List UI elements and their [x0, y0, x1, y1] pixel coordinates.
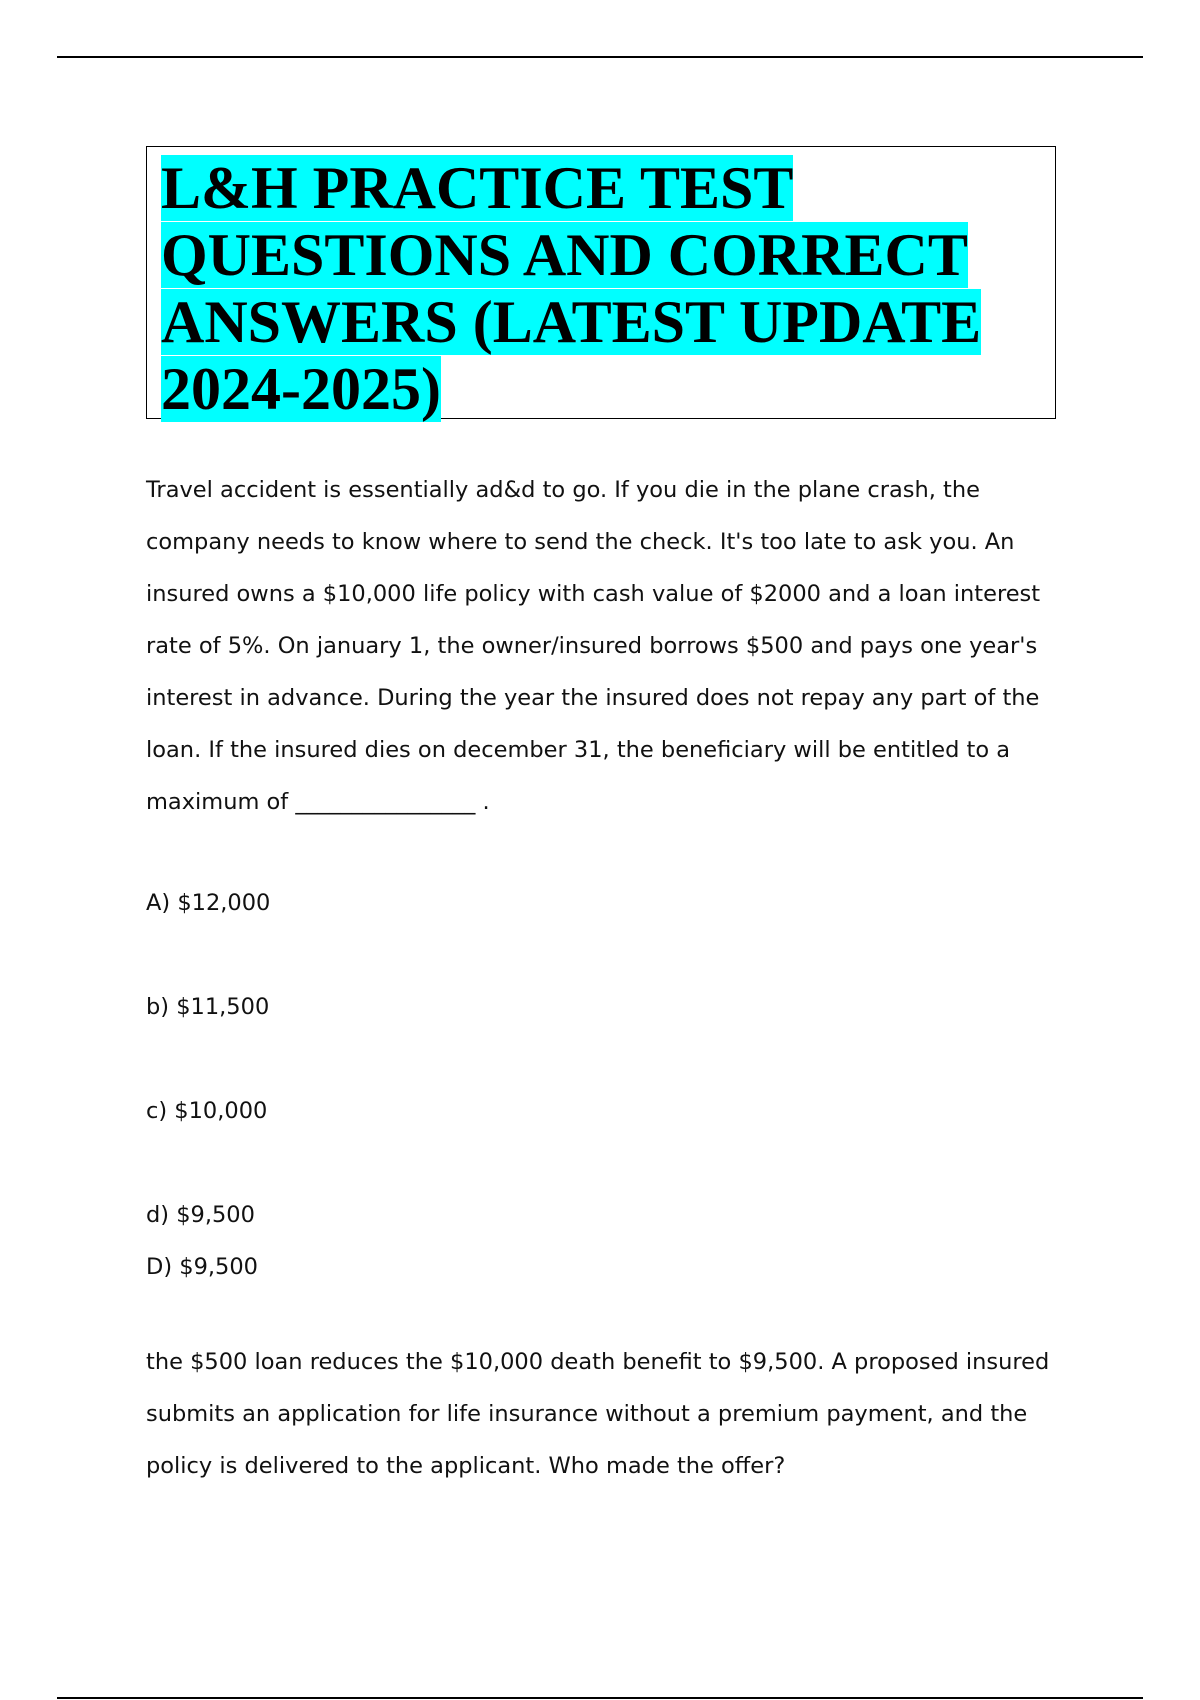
- document-title: [161, 155, 1041, 423]
- title-box: [146, 146, 1056, 422]
- option-a: A) $12,000: [146, 890, 271, 916]
- top-rule: [57, 56, 1143, 58]
- correct-answer: D) $9,500: [146, 1254, 258, 1280]
- title-highlight: L&H PRACTICE TEST QUESTIONS AND CORRECT ANSWERS (LATEST UPDATE 2024-2025): [161, 155, 982, 422]
- option-b: b) $11,500: [146, 994, 270, 1020]
- option-d: d) $9,500: [146, 1202, 255, 1228]
- option-c: c) $10,000: [146, 1098, 268, 1124]
- explanation-paragraph: the $500 loan reduces the $10,000 death benefit to $9,500. A proposed insured submits an application for life insurance without a premium payment, and the policy is delivered to the applicant. Who made the offer?: [146, 1349, 1050, 1479]
- question-paragraph: Travel accident is essentially ad&d to go. If you die in the plane crash, the company needs to know where to send the check. It's too late to ask you. An insured owns a $10,000 life policy with cash value of $2000 and a loan interest rate of 5%. On january 1, the owner/insured borrows $500 and pays one year's interest in advance. During the year the insured does not repay any part of the loan. If the insured dies on december 31, the beneficiary will be entitled to a maximum of ________________ .: [146, 477, 1041, 815]
- bottom-rule: [57, 1697, 1143, 1699]
